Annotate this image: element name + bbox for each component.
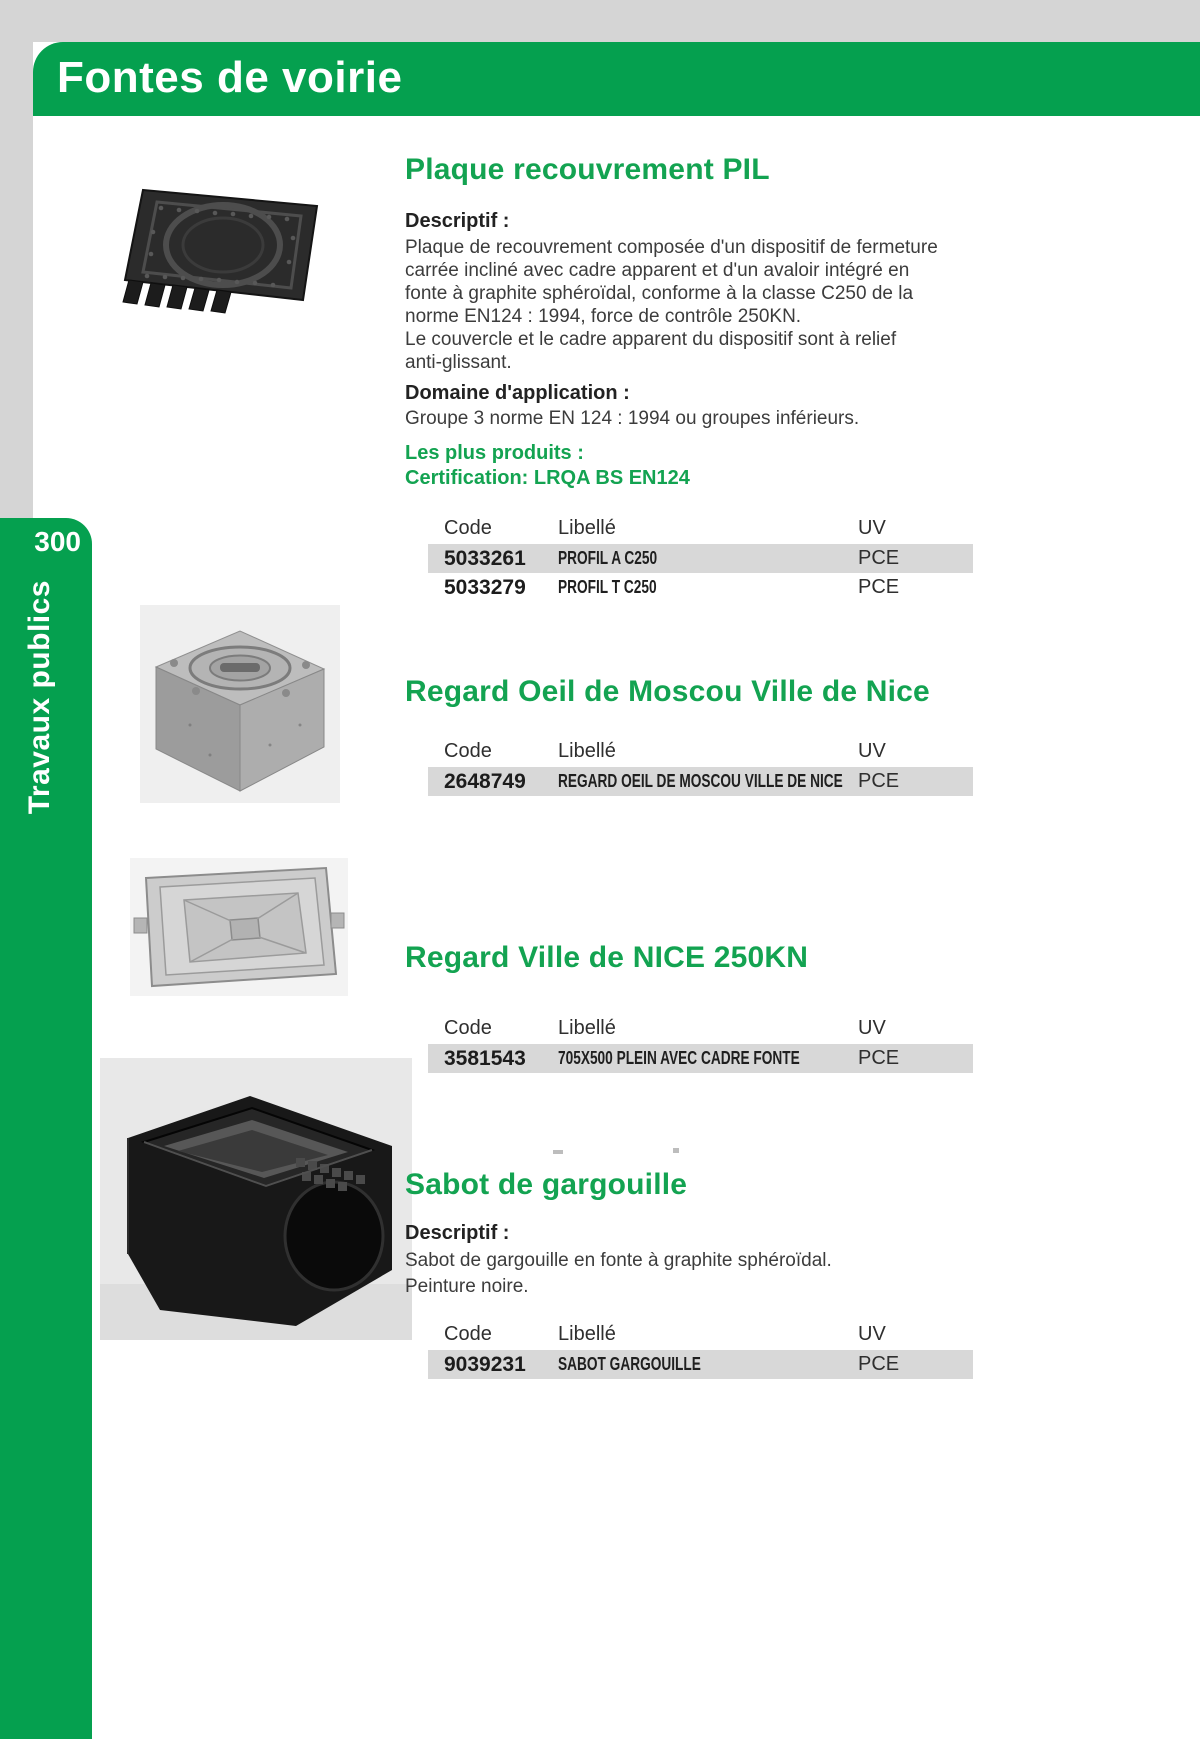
cell-code: 5033261 xyxy=(444,547,526,570)
cell-uv: PCE xyxy=(858,1047,900,1069)
descriptif-text xyxy=(405,1248,980,1300)
scan-margin-left xyxy=(0,42,33,518)
section-title-plaque: Plaque recouvrement PIL xyxy=(405,153,770,186)
product-table-sabot xyxy=(428,1318,973,1379)
descriptif-line: Peinture noire. xyxy=(405,1276,529,1297)
descriptif-line: carrée incliné avec cadre apparent et d'un avaloir intégré en xyxy=(405,260,910,281)
section-title-ville-de-nice: Regard Ville de NICE 250KN xyxy=(405,941,809,974)
col-header-uv: UV xyxy=(858,740,886,762)
table-header xyxy=(428,735,973,767)
domaine-text: Groupe 3 norme EN 124 : 1994 ou groupes inférieurs. xyxy=(405,408,860,429)
cell-uv: PCE xyxy=(858,547,900,569)
cell-libelle: 705X500 PLEIN AVEC CADRE FONTE xyxy=(558,1048,800,1068)
product-photo-regard-ville-de-nice xyxy=(130,858,348,996)
col-header-code: Code xyxy=(444,1323,492,1345)
table-header xyxy=(428,1318,973,1350)
table-row xyxy=(428,767,973,796)
col-header-libelle: Libellé xyxy=(558,1323,616,1345)
scan-margin-top xyxy=(0,0,1200,42)
descriptif-label: Descriptif : xyxy=(405,1222,510,1244)
descriptif-text xyxy=(405,236,980,374)
product-table-plaque xyxy=(428,512,973,602)
table-header xyxy=(428,512,973,544)
cell-uv: PCE xyxy=(858,770,900,792)
col-header-uv: UV xyxy=(858,517,886,539)
scan-artifact xyxy=(553,1150,563,1154)
descriptif-line: Le couvercle et le cadre apparent du dispositif sont à relief xyxy=(405,329,897,350)
cell-code: 3581543 xyxy=(444,1047,526,1070)
cell-libelle: REGARD OEIL DE MOSCOU VILLE DE NICE xyxy=(558,771,843,791)
page-header xyxy=(33,42,1200,116)
plus-produits-label: Les plus produits : xyxy=(405,442,584,464)
col-header-libelle: Libellé xyxy=(558,517,616,539)
section-title-oeil-de-moscou: Regard Oeil de Moscou Ville de Nice xyxy=(405,675,930,708)
table-header xyxy=(428,1012,973,1044)
cell-code: 5033279 xyxy=(444,576,526,599)
cell-uv: PCE xyxy=(858,1353,900,1375)
cell-code: 9039231 xyxy=(444,1353,526,1376)
cell-libelle: PROFIL T C250 xyxy=(558,577,657,597)
category-label: Travaux publics xyxy=(23,580,56,815)
product-photo-regard-oeil-de-moscou xyxy=(140,605,340,803)
descriptif-line: Plaque de recouvrement composée d'un dispositif de fermeture xyxy=(405,237,938,258)
col-header-code: Code xyxy=(444,1017,492,1039)
col-header-code: Code xyxy=(444,740,492,762)
domaine-label: Domaine d'application : xyxy=(405,382,630,404)
descriptif-label: Descriptif : xyxy=(405,210,510,232)
col-header-code: Code xyxy=(444,517,492,539)
descriptif-line: anti-glissant. xyxy=(405,352,512,373)
page-number: 300 xyxy=(34,526,81,557)
product-table-ville-de-nice xyxy=(428,1012,973,1073)
cell-libelle: PROFIL A C250 xyxy=(558,548,658,568)
table-row xyxy=(428,1044,973,1073)
table-row xyxy=(428,544,973,573)
cell-uv: PCE xyxy=(858,576,900,598)
table-row xyxy=(428,1350,973,1379)
col-header-uv: UV xyxy=(858,1323,886,1345)
col-header-uv: UV xyxy=(858,1017,886,1039)
page-title: Fontes de voirie xyxy=(57,53,403,102)
descriptif-line: Sabot de gargouille en fonte à graphite sphéroïdal. xyxy=(405,1250,832,1271)
product-photo-sabot-de-gargouille xyxy=(100,1058,412,1340)
section-title-sabot: Sabot de gargouille xyxy=(405,1168,688,1201)
cell-code: 2648749 xyxy=(444,770,526,793)
cell-libelle: SABOT GARGOUILLE xyxy=(558,1354,701,1374)
descriptif-line: norme EN124 : 1994, force de contrôle 250KN. xyxy=(405,306,802,327)
product-photo-plaque-recouvrement xyxy=(105,180,335,340)
col-header-libelle: Libellé xyxy=(558,740,616,762)
scan-artifact xyxy=(673,1148,679,1153)
side-tab xyxy=(0,518,92,1739)
table-row xyxy=(428,573,973,602)
descriptif-line: fonte à graphite sphéroïdal, conforme à la classe C250 de la xyxy=(405,283,914,304)
product-table-oeil-de-moscou xyxy=(428,735,973,796)
col-header-libelle: Libellé xyxy=(558,1017,616,1039)
certification-label: Certification: LRQA BS EN124 xyxy=(405,467,690,489)
